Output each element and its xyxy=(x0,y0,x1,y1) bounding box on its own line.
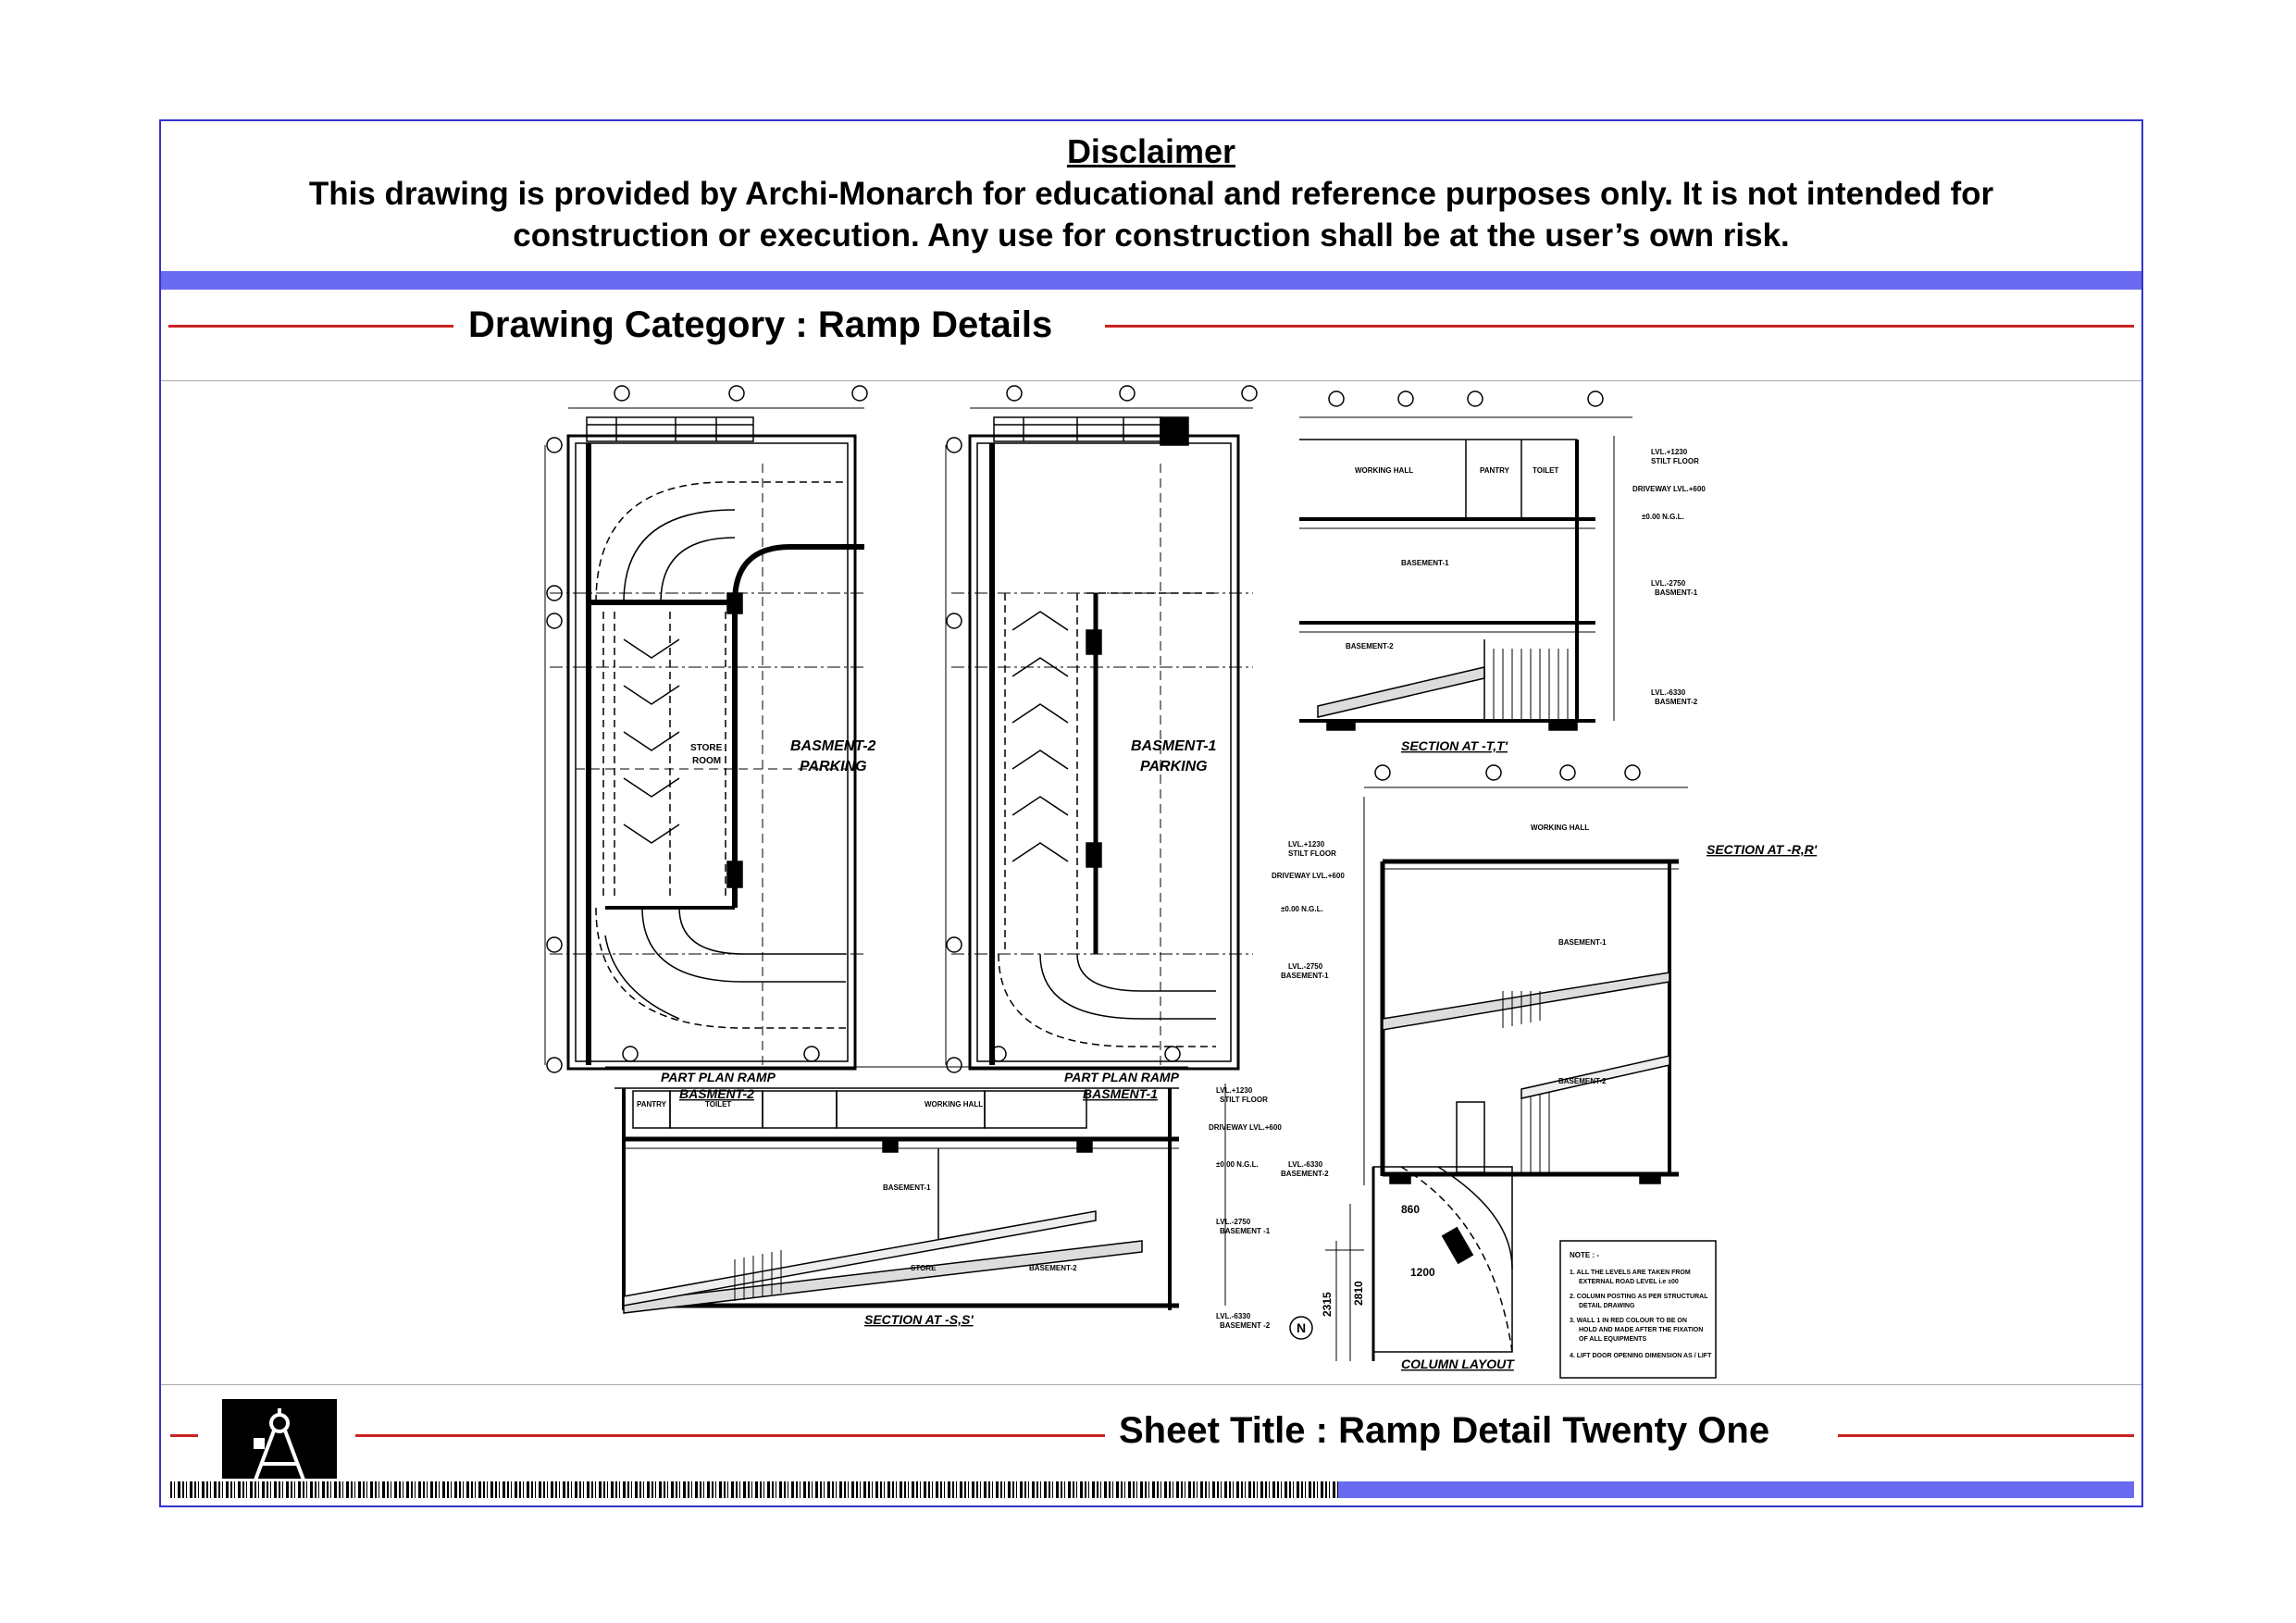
sect-basement-1: BASEMENT-1 xyxy=(1401,559,1449,567)
column-dim-1: 860 xyxy=(1401,1203,1421,1216)
secs-toilet: TOILET xyxy=(705,1100,732,1109)
secr-b2: BASEMENT-2 xyxy=(1281,1170,1329,1178)
secs-working-hall: WORKING HALL xyxy=(925,1100,984,1109)
accent-bar-top xyxy=(161,271,2141,290)
secs-ngl: ±0.00 N.G.L. xyxy=(1216,1160,1259,1169)
secr-basement-2: BASEMENT-2 xyxy=(1558,1077,1607,1085)
column-dim-2: 1200 xyxy=(1410,1266,1435,1279)
plan1-room2: PARKING xyxy=(800,759,867,774)
column-dim-4: 2810 xyxy=(1352,1281,1365,1306)
secr-working-hall: WORKING HALL xyxy=(1531,824,1590,832)
sect-toilet: TOILET xyxy=(1533,466,1559,475)
plan1-title: PART PLAN RAMP xyxy=(661,1070,776,1084)
sect-pantry: PANTRY xyxy=(1480,466,1509,475)
section-t xyxy=(1299,391,1632,730)
footer xyxy=(161,1384,2141,1507)
sheet-title: Sheet Title : Ramp Detail Twenty One xyxy=(1119,1410,1770,1451)
note-2: 2. COLUMN POSTING AS PER STRUCTURAL xyxy=(1570,1294,1708,1300)
note-2b: DETAIL DRAWING xyxy=(1579,1303,1635,1309)
sect-stilt: STILT FLOOR xyxy=(1651,457,1699,465)
secs-basement-2: BASEMENT-2 xyxy=(1029,1264,1077,1272)
secr-basement-1: BASEMENT-1 xyxy=(1558,938,1607,947)
sect-lvl-stilt: LVL.+1230 xyxy=(1651,448,1688,456)
plan1-store2: ROOM xyxy=(692,756,722,766)
plan1-subtitle: BASMENT-2 xyxy=(679,1086,754,1101)
secs-store: STORE xyxy=(911,1264,937,1272)
secs-lvl-stilt: LVL.+1230 xyxy=(1216,1086,1253,1095)
accent-bar-bottom xyxy=(1338,1481,2134,1498)
drawing-category: Drawing Category : Ramp Details xyxy=(468,304,1053,345)
disclaimer-block xyxy=(161,121,2141,271)
sect-lvl-b1: LVL.-2750 xyxy=(1651,579,1686,588)
note-1: 1. ALL THE LEVELS ARE TAKEN FROM xyxy=(1570,1270,1691,1276)
secs-basement-1: BASEMENT-1 xyxy=(883,1183,931,1192)
secr-lvl-b2: LVL.-6330 xyxy=(1288,1160,1323,1169)
secr-lvl-stilt: LVL.+1230 xyxy=(1288,840,1325,849)
plan-basement-1 xyxy=(946,386,1257,1072)
secr-title: SECTION AT -R,R' xyxy=(1706,842,1818,857)
disclaimer-text xyxy=(217,173,2086,256)
column-title: COLUMN LAYOUT xyxy=(1401,1357,1514,1371)
secs-b2: BASEMENT -2 xyxy=(1220,1321,1271,1330)
footer-rule-right xyxy=(1838,1434,2134,1437)
secs-stilt: STILT FLOOR xyxy=(1220,1096,1268,1104)
plan2-room2: PARKING xyxy=(1140,759,1208,774)
notes-heading: NOTE : - xyxy=(1570,1251,1599,1259)
sect-lvl-b2: LVL.-6330 xyxy=(1651,688,1686,697)
ramp-drawings xyxy=(161,380,2141,1384)
plan2-subtitle: BASMENT-1 xyxy=(1083,1086,1158,1101)
secs-title: SECTION AT -S,S' xyxy=(864,1312,974,1327)
note-3: 3. WALL 1 IN RED COLOUR TO BE ON xyxy=(1570,1318,1687,1324)
disclaimer-line-1: This drawing is provided by Archi-Monarch for educational and reference purposes only. It is not intended for xyxy=(308,176,1994,212)
plan1-room: BASMENT-2 xyxy=(790,738,876,754)
secs-b1: BASEMENT -1 xyxy=(1220,1227,1271,1235)
note-3b: HOLD AND MADE AFTER THE FIXATION xyxy=(1579,1327,1704,1333)
sect-b1: BASMENT-1 xyxy=(1655,588,1698,597)
sect-ngl: ±0.00 N.G.L. xyxy=(1642,513,1684,521)
section-r xyxy=(1364,765,1688,1185)
secs-driveway: DRIVEWAY LVL.+600 xyxy=(1209,1123,1282,1132)
sect-title: SECTION AT -T,T' xyxy=(1401,738,1508,753)
note-1b: EXTERNAL ROAD LEVEL i.e ±00 xyxy=(1579,1279,1679,1285)
secs-lvl-b1: LVL.-2750 xyxy=(1216,1218,1251,1226)
drawing-area xyxy=(161,380,2141,1384)
secr-b1: BASEMENT-1 xyxy=(1281,972,1329,980)
disclaimer-line-2: construction or execution. Any use for construction shall be at the user’s own risk. xyxy=(513,217,1790,254)
barcode-strip xyxy=(170,1481,1346,1498)
category-rule-left xyxy=(168,325,453,328)
north-arrow-label: N xyxy=(1297,1320,1307,1335)
plan2-title: PART PLAN RAMP xyxy=(1064,1070,1179,1084)
footer-rule-mid xyxy=(355,1434,1105,1437)
plan-basement-2 xyxy=(545,386,867,1072)
sect-basement-2: BASEMENT-2 xyxy=(1346,642,1394,650)
footer-rule-left xyxy=(170,1434,198,1437)
sect-working-hall: WORKING HALL xyxy=(1355,466,1414,475)
secr-lvl-b1: LVL.-2750 xyxy=(1288,962,1323,971)
category-rule-right xyxy=(1105,325,2134,328)
secr-stilt: STILT FLOOR xyxy=(1288,849,1336,858)
column-dim-3: 2315 xyxy=(1321,1292,1334,1317)
sect-driveway: DRIVEWAY LVL.+600 xyxy=(1632,485,1706,493)
plan1-store: STORE xyxy=(690,743,723,753)
note-4: 4. LIFT DOOR OPENING DIMENSION AS / LIFT xyxy=(1570,1353,1712,1359)
plan2-room: BASMENT-1 xyxy=(1131,738,1217,754)
secs-pantry: PANTRY xyxy=(637,1100,666,1109)
secr-ngl: ±0.00 N.G.L. xyxy=(1281,905,1323,913)
secr-driveway: DRIVEWAY LVL.+600 xyxy=(1272,872,1345,880)
note-3c: OF ALL EQUIPMENTS xyxy=(1579,1336,1647,1343)
sheet-frame xyxy=(159,119,2143,1507)
disclaimer-title: Disclaimer xyxy=(1066,132,1236,170)
secs-lvl-b2: LVL.-6330 xyxy=(1216,1312,1251,1320)
column-layout xyxy=(1290,1167,1512,1361)
sect-b2: BASMENT-2 xyxy=(1655,698,1698,706)
